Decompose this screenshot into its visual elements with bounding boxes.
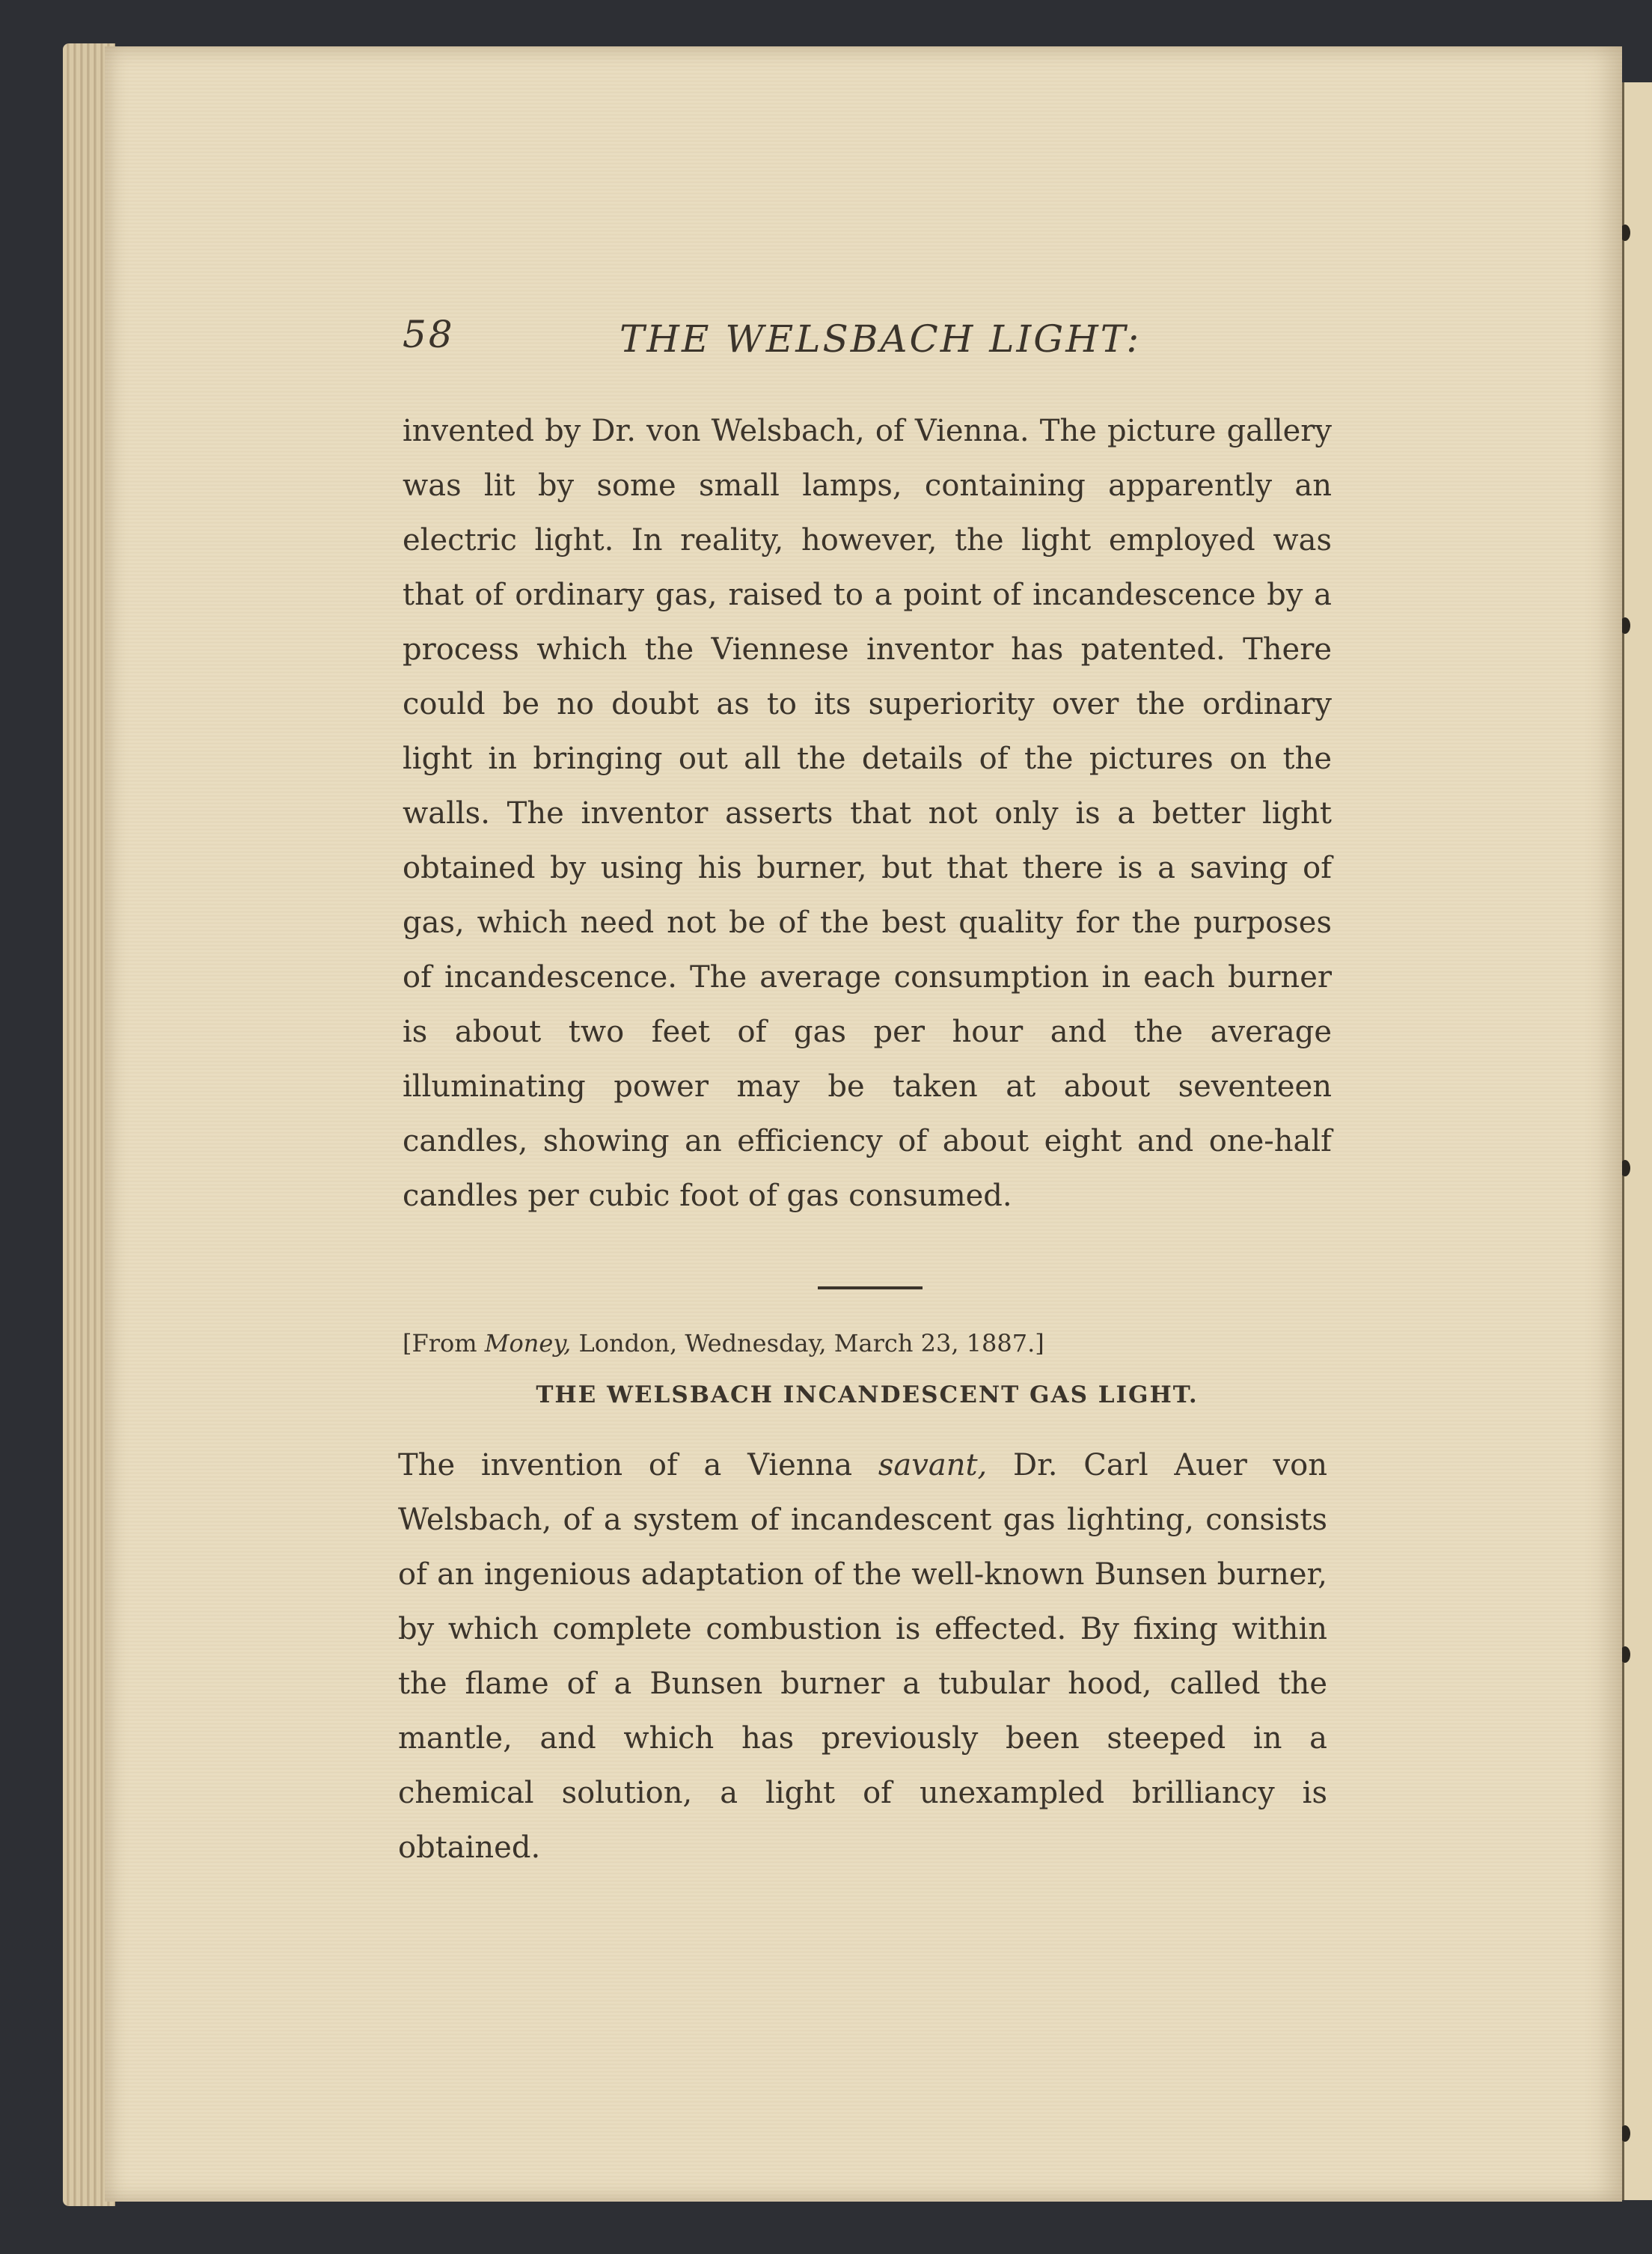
source-publication: Money, [484, 1329, 572, 1357]
running-title: THE WELSBACH LIGHT: [620, 317, 1142, 361]
paragraph-2-part-1: The invention of a Vienna [398, 1448, 878, 1482]
paragraph-2-part-2: Dr. Carl Auer von Welsbach, of a system of incandescent gas lighting, consists of an ingenious adaptation of the well-known Bunsen burner, by which complete combustion is effected. By fixing within the flame of a Bunsen burner a tubular hood, called the mantle, and which has previously been steeped in a chemical solution, a light of unexampled brilliancy is obtained. [398, 1448, 1327, 1865]
running-head [403, 313, 1196, 361]
source-suffix: London, Wednesday, March 23, 1887.] [571, 1329, 1044, 1357]
facing-page-edge [1622, 82, 1652, 2200]
paragraph-2-italic: savant, [878, 1448, 988, 1482]
section-divider [818, 1286, 923, 1289]
page-number: 58 [403, 313, 455, 356]
body-paragraph-2 [398, 1438, 1327, 1875]
source-prefix: [From [403, 1329, 485, 1357]
body-paragraph-1: invented by Dr. von Welsbach, of Vienna. The picture gallery was lit by some small lamps, containing apparently an electric light. In reality, however, the light employed was that of ordinary gas, raised to a point of incandescence by a process which the Viennese inventor has patented. There could be no doubt as to its superiority over the ordinary light in bringing out all the details of the pictures on the walls. The inventor asserts that not only is a better light obtained by using his burner, but that there is a saving of gas, which need not be of the best quality for the purposes of incandescence. The average consumption in each burner is about two feet of gas per hour and the average illuminating power may be taken at about seventeen candles, showing an efficiency of about eight and one-half candles per cubic foot of gas consumed. [403, 414, 1332, 1213]
article-heading: THE WELSBACH INCANDESCENT GAS LIGHT. [536, 1381, 1199, 1408]
source-note [403, 1329, 1332, 1357]
